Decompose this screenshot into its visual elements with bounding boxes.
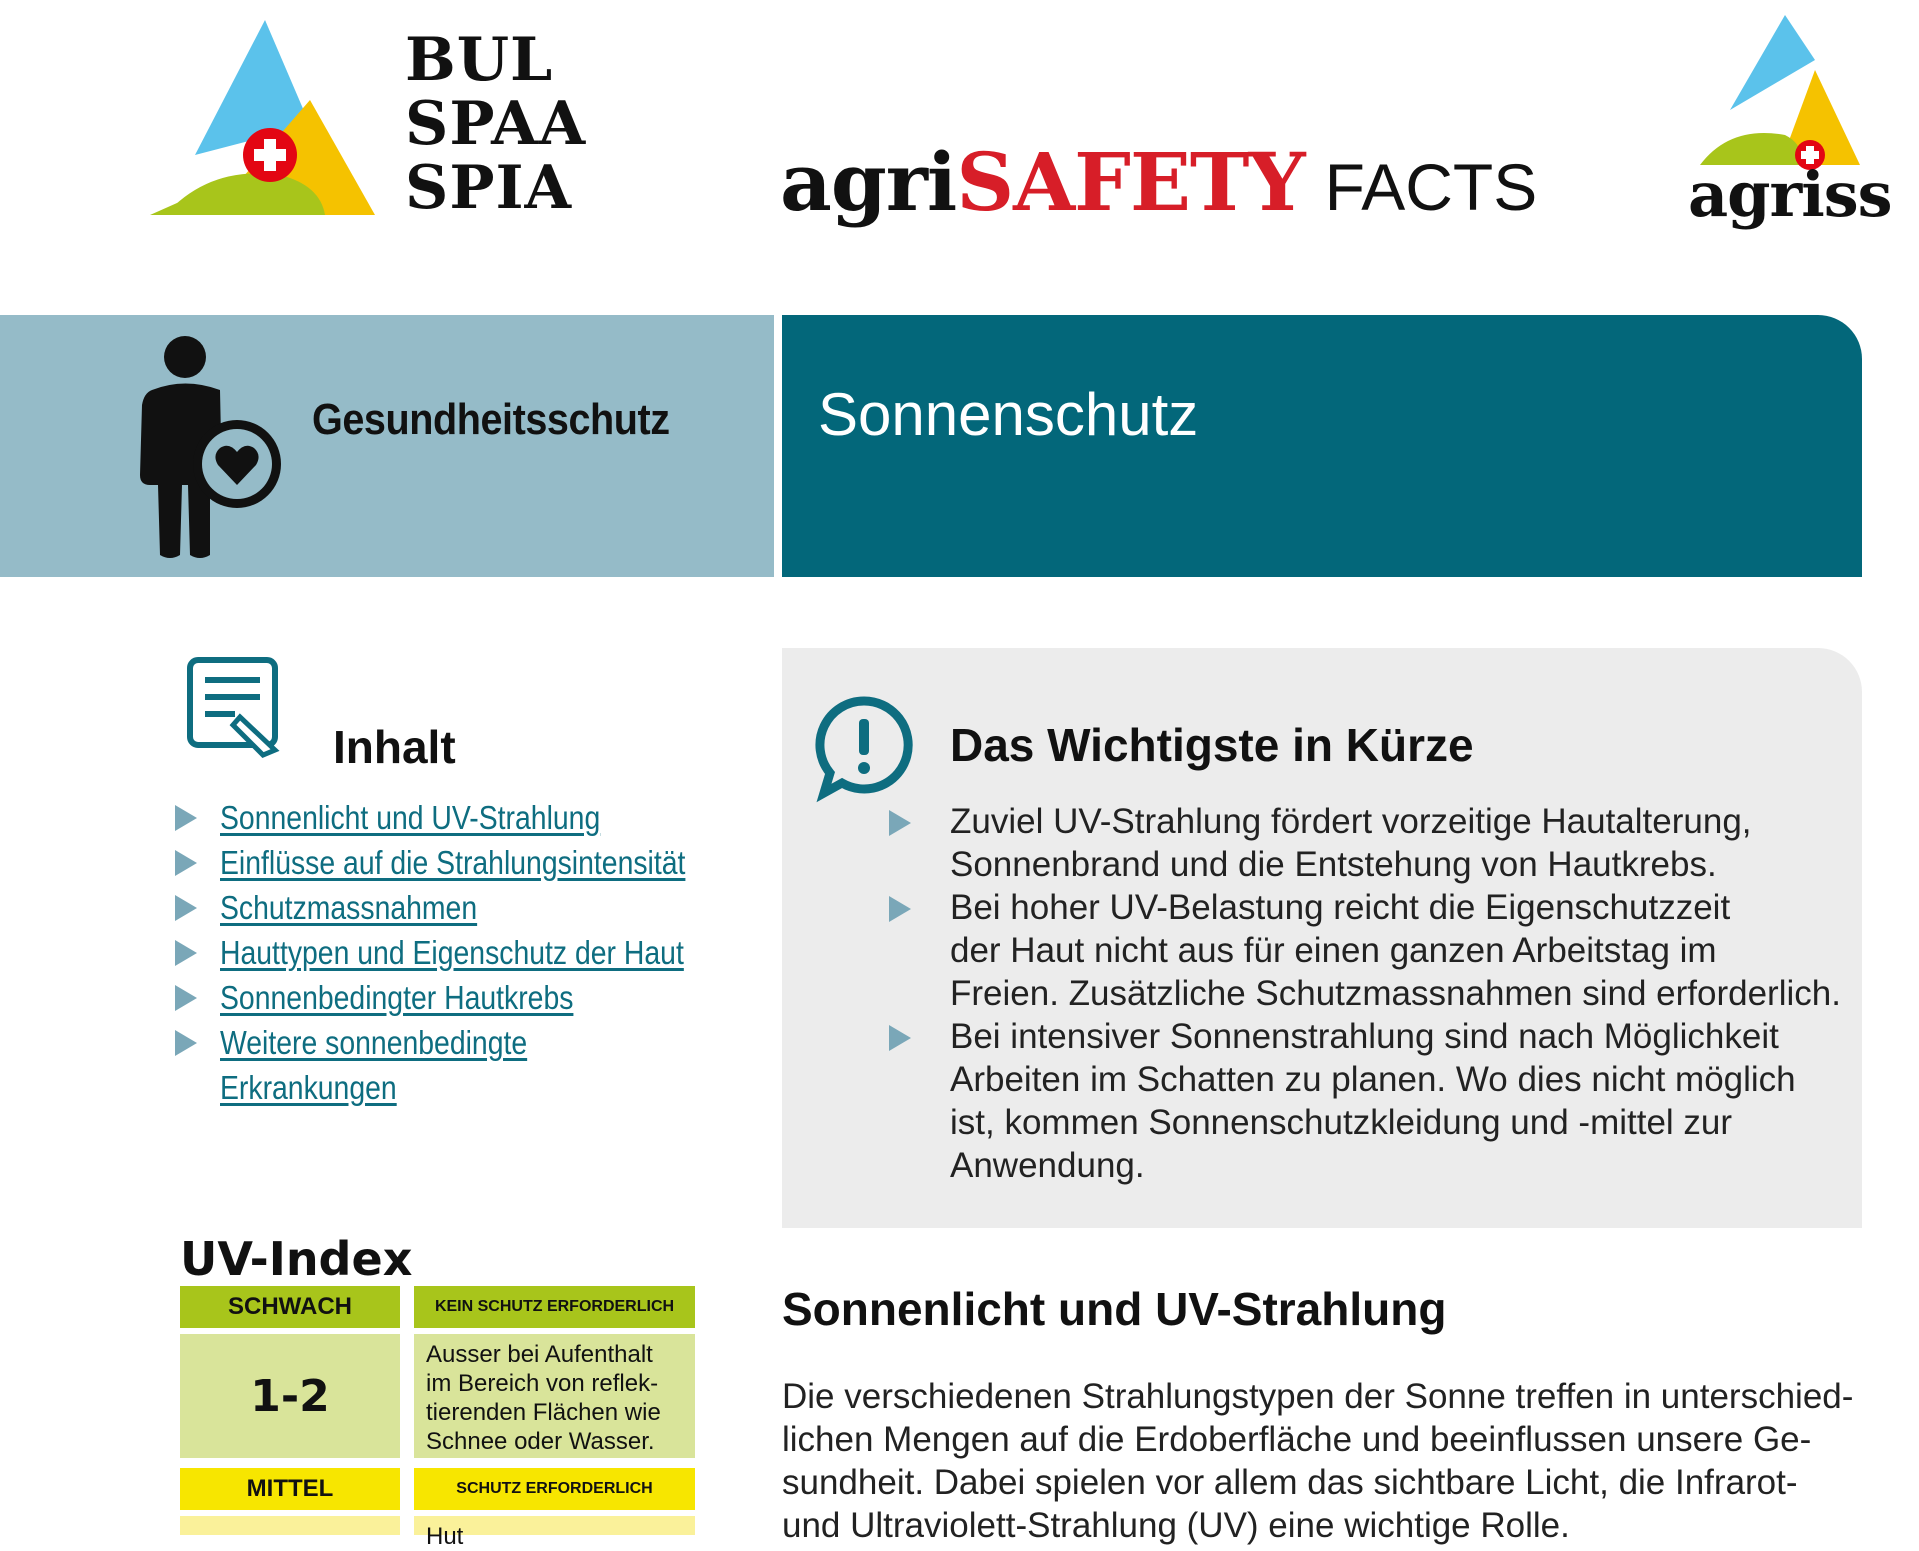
wordmark-facts: FACTS: [1324, 150, 1538, 224]
person-heart-icon: [130, 335, 280, 561]
uv-description-line: Schnee oder Wasser.: [426, 1428, 655, 1455]
toc-item: [175, 840, 761, 885]
agrisafety-facts-wordmark: [780, 135, 1537, 229]
triangle-bullet-icon: [175, 895, 197, 921]
section-body-line: sundheit. Dabei spielen vor allem das sichtbare Licht, die Infrarot-: [782, 1463, 1798, 1502]
toc-link-hauttypen[interactable]: Hauttypen und Eigenschutz der Haut: [220, 934, 684, 971]
uv-description: [414, 1516, 695, 1550]
triangle-bullet-icon: [175, 805, 197, 831]
uv-description-line: Hut: [426, 1523, 464, 1550]
uv-requirement-label: KEIN SCHUTZ ERFORDERLICH: [414, 1286, 695, 1328]
key-fact-item: [885, 800, 1860, 886]
category-label: Gesundheitsschutz: [312, 395, 670, 444]
topic-title: Sonnenschutz: [818, 381, 1199, 448]
toc-link-einfluesse[interactable]: Einflüsse auf die Strahlungsintensität: [220, 844, 686, 881]
toc-list: [175, 795, 761, 1110]
triangle-bullet-icon: [175, 985, 197, 1011]
key-fact-line: Anwendung.: [950, 1146, 1145, 1185]
uv-range-value: 1-2: [180, 1334, 400, 1458]
key-fact-line: Bei intensiver Sonnenstrahlung sind nach Möglichkeit: [950, 1017, 1779, 1056]
toc-item: [175, 885, 761, 930]
bul-logo-line: BUL: [405, 25, 554, 95]
uv-level-label: SCHWACH: [180, 1286, 400, 1328]
uv-description: [414, 1334, 695, 1458]
key-fact-line: Zuviel UV-Strahlung fördert vorzeitige Hautalterung,: [950, 802, 1752, 841]
section-body-line: Die verschiedenen Strahlungstypen der Sonne treffen in unterschied-: [782, 1377, 1854, 1416]
toc-link-sonnenlicht[interactable]: Sonnenlicht und UV-Strahlung: [220, 799, 601, 836]
key-fact-line: Bei hoher UV-Belastung reicht die Eigenschutzzeit: [950, 888, 1731, 927]
triangle-bullet-icon: [889, 896, 911, 922]
section-body-line: lichen Mengen auf die Erdoberfläche und beeinflussen unsere Ge-: [782, 1420, 1812, 1459]
section-body: [782, 1375, 1862, 1547]
triangle-bullet-icon: [889, 1025, 911, 1051]
triangle-bullet-icon: [889, 810, 911, 836]
triangle-bullet-icon: [175, 1030, 197, 1056]
key-fact-line: ist, kommen Sonnenschutzkleidung und -mittel zur: [950, 1103, 1733, 1142]
toc-item: [175, 1020, 761, 1065]
uv-description-line: im Bereich von reflek-: [426, 1370, 659, 1397]
uv-description-line: tierenden Flächen wie: [426, 1399, 661, 1426]
key-facts-list: [885, 800, 1860, 1187]
section-title: Sonnenlicht und UV-Strahlung: [782, 1283, 1447, 1335]
wordmark-agri: agri: [780, 135, 957, 229]
key-fact-line: der Haut nicht aus für einen ganzen Arbeitstag im: [950, 931, 1717, 970]
key-fact-item: [885, 1015, 1860, 1187]
agriss-logo-mark-icon: [1690, 15, 1870, 175]
toc-link-schutzmassnahmen[interactable]: Schutzmassnahmen: [220, 889, 478, 926]
toc-item: [175, 975, 761, 1020]
uv-range-value: [180, 1516, 400, 1535]
triangle-bullet-icon: [175, 940, 197, 966]
toc-item: [175, 795, 761, 840]
speech-exclamation-icon: [812, 695, 917, 800]
wordmark-safety: SAFETY: [956, 135, 1305, 229]
toc-link-hautkrebs[interactable]: Sonnenbedingter Hautkrebs: [220, 979, 574, 1016]
bul-logo-line: SPAA: [405, 89, 587, 159]
uv-level-label: MITTEL: [180, 1468, 400, 1510]
document-edit-icon: [185, 655, 285, 755]
toc-item: [175, 930, 761, 975]
key-fact-line: Arbeiten im Schatten zu planen. Wo dies nicht möglich: [950, 1060, 1796, 1099]
triangle-bullet-icon: [175, 850, 197, 876]
uv-description-line: Ausser bei Aufenthalt: [426, 1341, 653, 1368]
toc-title: Inhalt: [333, 721, 456, 773]
uv-requirement-label: SCHUTZ ERFORDERLICH: [414, 1468, 695, 1510]
key-fact-line: Sonnenbrand und die Entstehung von Hautkrebs.: [950, 845, 1717, 884]
toc-item-continued: [175, 1065, 761, 1110]
key-fact-item: [885, 886, 1860, 1015]
section-body-line: und Ultraviolett-Strahlung (UV) eine wichtige Rolle.: [782, 1506, 1570, 1545]
bul-logo-line: SPIA: [405, 153, 573, 223]
agriss-wordmark: agriss: [1688, 158, 1892, 231]
toc-link-weitere[interactable]: Weitere sonnenbedingte: [220, 1024, 528, 1061]
uv-index-title: UV-Index: [180, 1232, 413, 1286]
key-facts-title: Das Wichtigste in Kürze: [950, 719, 1474, 771]
toc-link-weitere-continued[interactable]: Erkrankungen: [220, 1069, 397, 1106]
category-banner: [0, 315, 774, 577]
key-fact-line: Freien. Zusätzliche Schutzmassnahmen sind erforderlich.: [950, 974, 1841, 1013]
